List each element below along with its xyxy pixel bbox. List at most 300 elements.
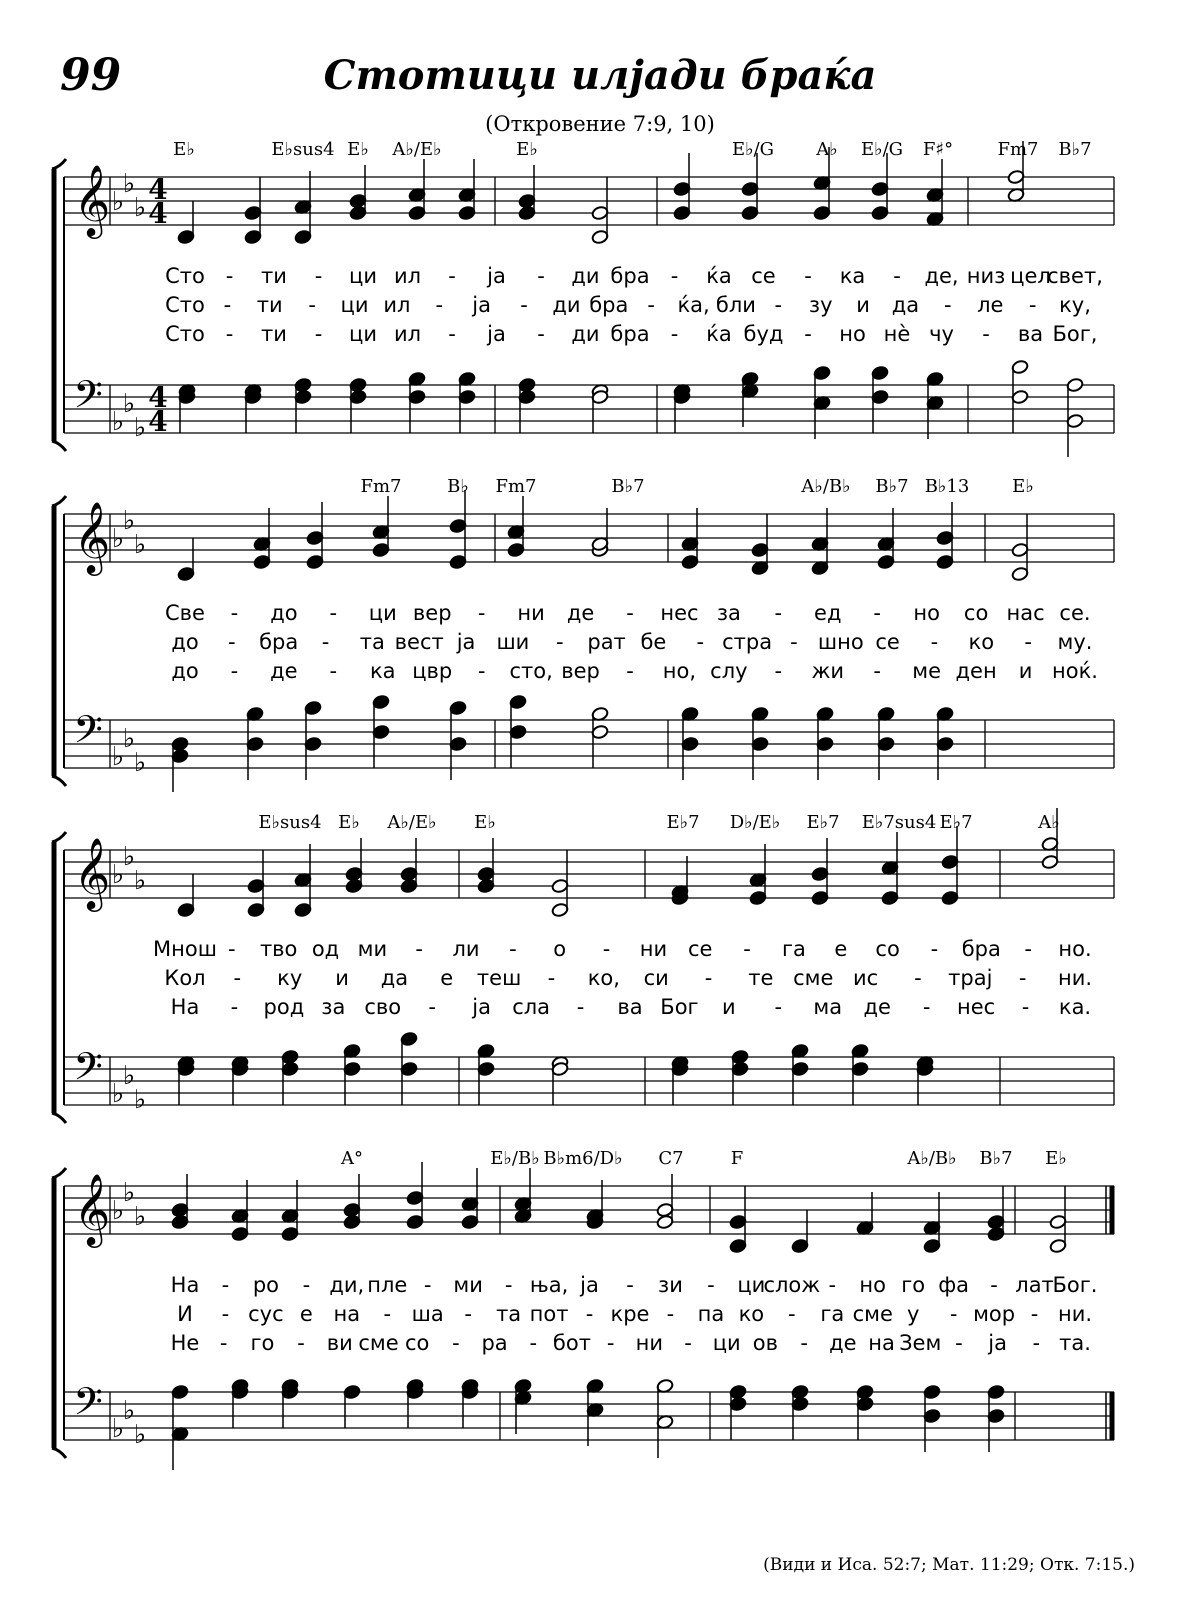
see-also-references: (Види и Иса. 52:7; Мат. 11:29; Отк. 7:15.) [763, 1555, 1135, 1575]
lyric-syllable: ил [383, 293, 411, 317]
lyric-syllable: - [944, 293, 952, 317]
lyric-syllable: ни. [1057, 966, 1093, 990]
lyric-syllable: жи [811, 659, 845, 683]
lyric-syllable: - [873, 601, 882, 625]
lyric-syllable: ва [617, 995, 643, 1019]
lyric-syllable: - [529, 1331, 538, 1355]
lyric-syllable: свет, [1047, 264, 1103, 288]
lyric-syllable: слу [710, 659, 748, 683]
chord-symbol: C7 [658, 1148, 684, 1169]
key-flat-icon: ♭ [111, 1414, 125, 1444]
chord-symbol: A° [341, 1148, 363, 1169]
chord-symbol: F♯° [922, 139, 954, 160]
key-flat-icon: ♭ [122, 389, 136, 419]
treble-clef-icon: 𝄞 [73, 836, 111, 909]
lyric-syllable: ци [340, 293, 369, 317]
lyric-syllable: ко, [587, 966, 620, 990]
lyric-syllable: ја [988, 1331, 1007, 1355]
lyric-syllable: бра [961, 937, 1001, 961]
key-flat-icon: ♭ [133, 1420, 147, 1450]
lyric-syllable: - [930, 630, 939, 654]
lyric-syllable: та [359, 630, 385, 654]
chord-symbol: E♭ [173, 139, 195, 160]
lyric-syllable: - [233, 966, 242, 990]
lyric-syllable: го [250, 1331, 275, 1355]
chord-symbol: E♭/B♭ [490, 1148, 540, 1169]
lyric-syllable: - [225, 322, 234, 346]
lyric-syllable: - [302, 1273, 311, 1297]
chord-symbol: E♭ [516, 139, 538, 160]
lyric-syllable: Сто [165, 293, 205, 317]
chord-symbol: A♭/E♭ [387, 812, 437, 833]
treble-clef-icon: 𝄞 [73, 500, 111, 573]
chord-symbol: B♭7 [611, 476, 645, 497]
key-flat-icon: ♭ [111, 524, 125, 554]
bass-clef-icon: 𝄢 [73, 1044, 103, 1098]
lyric-syllable: ни [635, 1331, 664, 1355]
chord-symbol: A♭ [816, 139, 838, 160]
lyric-syllable: На [170, 1273, 200, 1297]
lyric-syllable: до [171, 659, 199, 683]
lyric-syllable: - [774, 995, 783, 1019]
lyric-syllable: сто, [509, 659, 553, 683]
bracket-hook [52, 832, 66, 842]
lyric-syllable: ди, [329, 1273, 365, 1297]
lyric-syllable: вер [412, 601, 452, 625]
lyric-syllable: - [804, 322, 812, 346]
lyric-syllable: бра [589, 293, 629, 317]
key-flat-icon: ♭ [122, 169, 136, 199]
lyric-syllable: - [955, 1331, 963, 1355]
lyric-syllable: зу [808, 293, 833, 317]
lyric-syllable: - [922, 995, 931, 1019]
chord-symbol: E♭sus4 [271, 139, 335, 160]
lyric-syllable: ци [349, 322, 377, 346]
lyric-syllable: ќа, [677, 293, 710, 317]
lyric-syllable: сла [512, 995, 551, 1019]
key-flat-icon: ♭ [133, 1085, 147, 1115]
lyric-syllable: ко [738, 1302, 765, 1326]
lyric-syllable: и [856, 293, 870, 317]
lyric-syllable: цвр [412, 659, 453, 683]
lyric-syllable: ден [955, 659, 997, 683]
lyric-syllable: сво [364, 995, 402, 1019]
key-flat-icon: ♭ [111, 860, 125, 890]
lyric-syllable: - [704, 966, 713, 990]
lyric-syllable: - [428, 995, 437, 1019]
lyric-syllable: ви [326, 1331, 353, 1355]
lyric-syllable: нѐ [883, 322, 911, 346]
lyric-syllable: да [380, 966, 409, 990]
lyric-syllable: - [221, 1273, 230, 1297]
lyric-syllable: ша [411, 1302, 444, 1326]
lyric-syllable: рат [587, 630, 626, 654]
lyric-syllable: у [906, 1302, 920, 1326]
lyric-syllable: Бог. [1052, 1273, 1098, 1297]
lyric-syllable: е [834, 937, 848, 961]
lyric-syllable: ле [977, 293, 1004, 317]
lyric-syllable: те [748, 966, 774, 990]
chord-symbol: E♭7 [806, 812, 840, 833]
lyric-syllable: ни. [1057, 1302, 1093, 1326]
lyric-syllable: - [626, 601, 634, 625]
lyric-syllable: - [774, 659, 783, 683]
lyric-syllable: бра [610, 264, 650, 288]
lyric-syllable: ме [912, 659, 942, 683]
lyric-syllable: - [602, 937, 611, 961]
lyric-syllable: ци [349, 264, 377, 288]
lyric-syllable: па [697, 1302, 725, 1326]
lyric-syllable: ми [453, 1273, 483, 1297]
lyric-syllable: до [270, 601, 298, 625]
lyric-syllable: но, [662, 659, 697, 683]
lyric-syllable: Кол [164, 966, 206, 990]
key-flat-icon: ♭ [133, 530, 147, 560]
lyric-syllable: - [509, 937, 517, 961]
lyric-syllable: На [170, 995, 200, 1019]
lyric-syllable: ја [472, 293, 492, 317]
lyric-syllable: пот [529, 1302, 569, 1326]
lyric-syllable: - [423, 1273, 432, 1297]
lyric-syllable: - [225, 264, 234, 288]
lyric-syllable: сме [358, 1331, 399, 1355]
lyric-syllable: Зем [899, 1331, 942, 1355]
lyric-syllable: ци [368, 601, 397, 625]
lyric-syllable: - [774, 293, 783, 317]
lyric-syllable: ед [814, 601, 842, 625]
treble-clef-icon: 𝄞 [73, 163, 111, 236]
lyric-syllable: му. [1057, 630, 1093, 654]
lyric-syllable: - [743, 937, 751, 961]
lyric-syllable: се [751, 264, 776, 288]
lyric-syllable: - [464, 1302, 472, 1326]
chord-symbol: E♭/G [860, 139, 904, 160]
lyric-syllable: - [1024, 937, 1032, 961]
lyric-syllable: до [171, 630, 199, 654]
lyric-syllable: - [435, 293, 444, 317]
chord-symbol: E♭sus4 [258, 812, 322, 833]
lyric-syllable: ко [968, 630, 995, 654]
lyric-syllable: на [868, 1331, 895, 1355]
lyric-syllable: нес [660, 601, 699, 625]
lyric-syllable: род [263, 995, 305, 1019]
lyric-syllable: се [875, 630, 900, 654]
bracket-hook [52, 776, 66, 786]
chord-symbol: B♭m6/D♭ [543, 1148, 623, 1169]
lyric-syllable: Не [170, 1331, 200, 1355]
lyric-syllable: - [221, 1302, 230, 1326]
lyric-syllable: га [820, 1302, 845, 1326]
lyric-syllable: - [314, 322, 323, 346]
chord-symbol: Fm7 [495, 476, 537, 497]
lyric-syllable: И [177, 1302, 193, 1326]
lyric-syllable: бот [552, 1331, 591, 1355]
lyric-syllable: о [553, 937, 567, 961]
chord-symbol: E♭7 [939, 812, 973, 833]
lyric-syllable: - [448, 322, 456, 346]
lyric-syllable: бра [259, 630, 299, 654]
lyric-syllable: ја [580, 1273, 599, 1297]
chord-symbol: A♭ [1038, 812, 1060, 833]
lyric-syllable: но [913, 601, 940, 625]
lyric-syllable: - [477, 601, 486, 625]
lyric-syllable: ци [712, 1331, 741, 1355]
hymn-number: 99 [60, 50, 122, 101]
lyric-syllable: - [314, 264, 323, 288]
bracket-hook [52, 1448, 66, 1458]
lyric-syllable: - [230, 995, 239, 1019]
key-flat-icon: ♭ [111, 1079, 125, 1109]
chord-symbol: B♭13 [924, 476, 970, 497]
chord-symbol: B♭7 [875, 476, 909, 497]
lyric-syllable: се [688, 937, 713, 961]
chord-symbol: E♭ [1045, 1148, 1067, 1169]
lyric-syllable: - [1021, 995, 1030, 1019]
key-flat-icon: ♭ [133, 193, 147, 223]
lyric-syllable: - [415, 937, 423, 961]
key-flat-icon: ♭ [133, 413, 147, 443]
lyric-syllable: - [982, 322, 990, 346]
lyric-syllable: - [788, 1302, 796, 1326]
lyric-syllable: - [448, 264, 456, 288]
lyric-syllable: ов [752, 1331, 779, 1355]
lyric-syllable: - [1032, 1331, 1041, 1355]
lyric-syllable: ја [487, 322, 506, 346]
lyric-syllable: га [781, 937, 806, 961]
lyric-syllable: - [670, 264, 679, 288]
lyric-syllable: - [297, 1331, 305, 1355]
lyric-syllable: - [930, 937, 939, 961]
lyric-syllable: - [585, 1302, 594, 1326]
lyric-syllable: ма [813, 995, 843, 1019]
lyric-syllable: шно [817, 630, 864, 654]
key-flat-icon: ♭ [111, 187, 125, 217]
chord-symbol: E♭ [338, 812, 360, 833]
key-flat-icon: ♭ [133, 1202, 147, 1232]
lyric-syllable: пле [367, 1273, 408, 1297]
lyric-syllable: - [606, 1331, 615, 1355]
lyric-syllable: Сто [165, 322, 205, 346]
lyric-syllable: ис [852, 966, 879, 990]
lyric-syllable: си [643, 966, 669, 990]
lyric-syllable: ци [737, 1273, 766, 1297]
lyric-syllable: - [670, 322, 679, 346]
lyric-syllable: - [452, 1331, 460, 1355]
lyric-syllable: лат [1015, 1273, 1054, 1297]
lyric-syllable: ќа [706, 264, 732, 288]
lyric-syllable: ти [261, 264, 287, 288]
bracket-hook [52, 159, 66, 169]
lyric-syllable: ти [256, 293, 283, 317]
chord-symbol: E♭ [474, 812, 496, 833]
lyric-syllable: - [576, 995, 585, 1019]
lyric-syllable: ши [496, 630, 530, 654]
lyric-syllable: - [626, 1273, 634, 1297]
lyric-syllable: де [863, 995, 891, 1019]
lyric-syllable: ро [252, 1273, 279, 1297]
lyric-syllable: теш [476, 966, 522, 990]
chord-symbol: Fm7 [997, 139, 1039, 160]
lyric-syllable: ил [393, 322, 422, 346]
bass-clef-icon: 𝄢 [73, 1379, 103, 1433]
lyric-syllable: и [722, 995, 736, 1019]
lyric-syllable: мор [973, 1302, 1016, 1326]
lyric-syllable: ди [571, 322, 600, 346]
key-flat-icon: ♭ [133, 748, 147, 778]
chord-symbol: E♭ [347, 139, 369, 160]
lyric-syllable: бра [610, 322, 650, 346]
lyric-syllable: бе [640, 630, 667, 654]
chord-symbol: Fm7 [360, 476, 402, 497]
lyric-syllable: ми [357, 937, 388, 961]
key-flat-icon: ♭ [111, 742, 125, 772]
time-signature: 4 [148, 197, 168, 230]
lyric-syllable: со [404, 1331, 430, 1355]
lyric-syllable: сус [248, 1302, 284, 1326]
lyric-syllable: ка [839, 264, 866, 288]
lyric-syllable: де [270, 659, 298, 683]
lyric-syllable: но [859, 1273, 887, 1297]
lyric-syllable: де, [924, 264, 959, 288]
lyric-syllable: ка [369, 659, 396, 683]
chord-symbol: F [730, 1148, 744, 1169]
lyric-syllable: - [230, 659, 239, 683]
lyric-syllable: - [1030, 1302, 1039, 1326]
lyric-syllable: - [537, 322, 545, 346]
chord-symbol: D♭/E♭ [729, 812, 781, 833]
lyric-syllable: ва [1017, 322, 1044, 346]
lyric-syllable: трај [948, 966, 993, 990]
lyric-syllable: - [383, 1302, 392, 1326]
lyric-syllable: - [219, 1331, 228, 1355]
lyric-syllable: ку [277, 966, 303, 990]
lyric-syllable: ка. [1058, 995, 1092, 1019]
lyric-syllable: - [647, 293, 655, 317]
lyric-syllable: на [333, 1302, 361, 1326]
lyric-syllable: - [329, 659, 338, 683]
lyric-syllable: - [626, 659, 634, 683]
lyric-syllable: ли [452, 937, 480, 961]
time-signature: 4 [148, 381, 168, 414]
lyric-syllable: ди [571, 264, 600, 288]
lyric-syllable: - [329, 601, 338, 625]
lyric-syllable: зи [658, 1273, 683, 1297]
lyric-syllable: ни [517, 601, 545, 625]
lyric-syllable: - [228, 937, 236, 961]
lyric-syllable: буд [743, 322, 784, 346]
lyric-syllable: - [800, 1331, 808, 1355]
lyric-syllable: ја [456, 630, 476, 654]
lyric-syllable: Све [165, 601, 205, 625]
lyric-syllable: - [774, 601, 783, 625]
chord-symbol: E♭/G [731, 139, 775, 160]
lyric-syllable: ноќ. [1052, 659, 1098, 683]
time-signature: 4 [148, 173, 168, 206]
chord-symbol: B♭ [447, 476, 469, 497]
lyric-syllable: - [990, 1273, 998, 1297]
lyric-syllable: вест [394, 630, 444, 654]
lyric-syllable: ку, [1059, 293, 1091, 317]
lyric-syllable: - [707, 1273, 715, 1297]
key-flat-icon: ♭ [122, 506, 136, 536]
key-flat-icon: ♭ [122, 724, 136, 754]
bracket-hook [52, 1113, 66, 1123]
lyric-syllable: цел [1010, 264, 1051, 288]
lyric-syllable: низ [966, 264, 1006, 288]
lyric-syllable: ќа [706, 322, 732, 346]
lyric-syllable: ја [472, 995, 492, 1019]
lyric-syllable: и [335, 966, 349, 990]
lyric-syllable: ни [639, 937, 668, 961]
lyric-syllable: за [716, 601, 741, 625]
lyric-syllable: - [790, 630, 798, 654]
lyric-syllable: - [547, 966, 556, 990]
lyric-syllable: - [696, 630, 705, 654]
lyric-syllable: - [828, 1273, 837, 1297]
bass-clef-icon: 𝄢 [73, 707, 103, 761]
key-flat-icon: ♭ [133, 866, 147, 896]
lyric-syllable: - [223, 293, 232, 317]
lyric-syllable: - [228, 630, 236, 654]
lyric-syllable: но [839, 322, 866, 346]
lyric-syllable: - [684, 1331, 692, 1355]
key-flat-icon: ♭ [122, 1061, 136, 1091]
key-flat-icon: ♭ [111, 407, 125, 437]
lyric-syllable: ди [552, 293, 581, 317]
lyric-syllable: ти [261, 322, 287, 346]
bracket-hook [52, 496, 66, 506]
lyric-syllable: ил [393, 264, 422, 288]
lyric-syllable: сме [852, 1302, 893, 1326]
lyric-syllable: - [666, 1302, 675, 1326]
key-flat-icon: ♭ [122, 842, 136, 872]
lyric-syllable: ра [481, 1331, 508, 1355]
chord-symbol: A♭/E♭ [392, 139, 442, 160]
lyric-syllable: за [321, 995, 346, 1019]
lyric-syllable: Сто [165, 264, 205, 288]
lyric-syllable: да [891, 293, 920, 317]
lyric-syllable: - [914, 966, 922, 990]
chord-symbol: E♭ [1012, 476, 1034, 497]
lyric-syllable: слож [763, 1273, 821, 1297]
lyric-syllable: е [299, 1302, 313, 1326]
key-flat-icon: ♭ [122, 1396, 136, 1426]
lyric-syllable: тво [259, 937, 298, 961]
chord-symbol: A♭/B♭ [801, 476, 851, 497]
lyric-syllable: со [875, 937, 900, 961]
lyric-syllable: Бог [660, 995, 699, 1019]
chord-symbol: E♭7sus4 [861, 812, 937, 833]
chord-symbol: E♭7 [666, 812, 700, 833]
lyric-syllable: - [1028, 293, 1037, 317]
key-flat-icon: ♭ [111, 1196, 125, 1226]
lyric-syllable: - [1024, 630, 1032, 654]
chord-symbol: B♭7 [1058, 139, 1092, 160]
lyric-syllable: - [1018, 966, 1027, 990]
lyric-syllable: - [308, 293, 316, 317]
lyric-syllable: и [1018, 659, 1033, 683]
lyric-syllable: но. [1058, 937, 1092, 961]
chord-symbol: B♭7 [979, 1148, 1013, 1169]
lyric-syllable: чу [929, 322, 954, 346]
lyric-syllable: стра [722, 630, 773, 654]
bass-clef-icon: 𝄢 [73, 372, 103, 426]
lyric-syllable: - [504, 1273, 513, 1297]
lyric-syllable: нес [957, 995, 996, 1019]
lyric-syllable: де [566, 601, 595, 625]
lyric-syllable: кре [610, 1302, 650, 1326]
lyric-syllable: сме [793, 966, 834, 990]
